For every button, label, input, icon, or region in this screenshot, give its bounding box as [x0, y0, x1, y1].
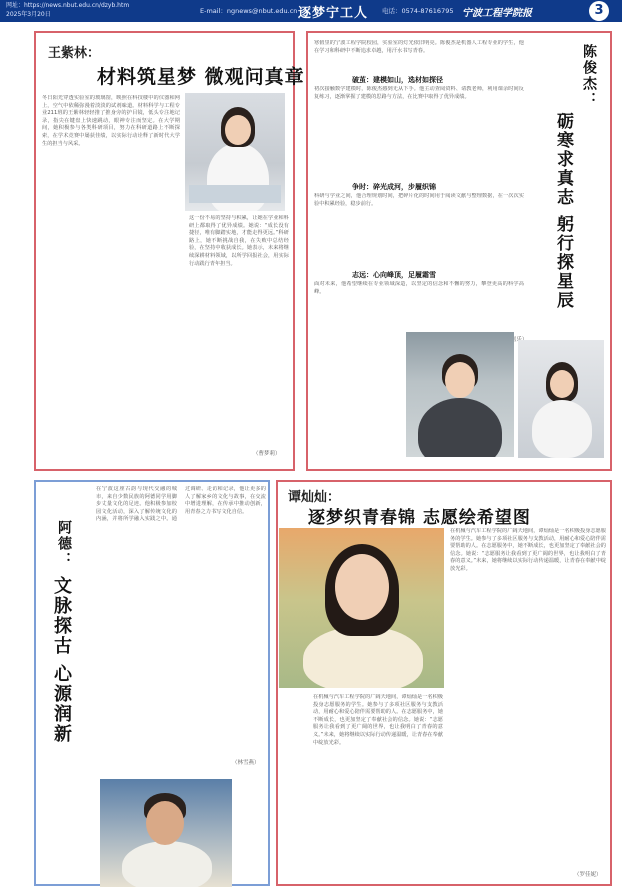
face-shape — [445, 362, 475, 398]
article-body-chen-1: 初次接触数学建模时，陈俊杰感到无从下手。他主动查阅资料、请教老师，利用课余时间反复练习，逐渐掌握了建模的思路与方法，在比赛中取得了优异成绩。 — [314, 86, 524, 100]
article-name-wang: 王紫林： — [48, 46, 101, 61]
article-headline-ade: 文脉探古 心源润新 — [51, 576, 72, 745]
subhead-chen-2: 争时：碎光成河，步履织锦 — [352, 183, 436, 191]
lab-bench-shape — [189, 185, 281, 203]
photo-chen-lab — [518, 340, 604, 458]
page-number: 3 — [589, 1, 609, 21]
photo-ade-portrait — [100, 779, 232, 887]
article-body-wang-right: 这一份不易的坚持与积累，让她在学业和科研上都取得了优异成绩。她说：“成长没有捷径，唯有脚踏实地，才能走得更远。”科研路上，她不断挑战自我，在失败中总结经验，在坚持中收获成长。她表示，未来将继续深耕材料领域，以所学回报社会，用实际行动践行青年担当。 — [189, 215, 289, 267]
article-name-tan: 谭灿灿： — [288, 490, 341, 505]
subhead-chen-1: 破茧：建模如山，选材如探径 — [352, 76, 443, 84]
article-headline-wang: 材料筑星梦 微观问真章 — [97, 66, 305, 88]
article-name-chen: 陈俊杰： — [581, 44, 597, 108]
photo-tan-portrait — [279, 528, 444, 688]
face-shape — [335, 554, 389, 620]
article-body-ade: 在宁波这座古韵与现代交融的城市，来自少数民族的阿德同学用脚步丈量文化的足迹。他积极参加校园文化活动，深入了解传统文化的内涵，并将所学融入实践之中。通过调研、走访和记录，他让更多的人了解家乡的文化与故事，在交流中增进理解，在传承中推动创新，用青春之力书写文化自信。 — [96, 486, 266, 523]
article-body-chen-3: 面对未来，他希望继续在专业领域深造，以坚定的信念和不懈的努力，攀登更高的科学高峰。 — [314, 281, 524, 295]
article-byline-ade: （林雪燕） — [232, 760, 260, 766]
email-text: E-mail：ngnews@nbut.edu.cn — [200, 7, 298, 15]
page-header — [0, 0, 622, 22]
face-shape — [550, 370, 574, 398]
shirt-shape — [122, 841, 212, 887]
lab-coat-shape — [532, 400, 592, 458]
face-shape — [146, 801, 184, 845]
article-intro-chen: 寒假里的宁波工程学院校园，实验室的灯光依旧明亮。陈俊杰是机器人工程专业的学生，他在学习和科研中不断追求卓越，用汗水书写青春。 — [314, 40, 524, 54]
photo-wang-lab — [185, 93, 285, 211]
article-body-wang-left: 冬日阳光穿透实验室的玻璃窗，映照在科技楼中的仪器和网上，空气中依稀弥漫着淡淡的试剂味道。材料科学与工程专业211班的王紫林轻轻推了推身旁的护目镜，低头专注地记录，指尖在键盘上快速跳动，眼神专注而坚定。在大学期间，她积极参与各类科研项目，努力在科研道路上不断探索，在学术竞赛中屡获佳绩，以实际行动诠释了新时代大学生的担当与风采。 — [42, 95, 180, 147]
article-body-chen-2: 科研与学业之间，他合理规划时间，把碎片化的时间用于阅读文献与整理数据，在一次次实验中积累经验，稳步前行。 — [314, 193, 524, 207]
photo-chen-portrait — [406, 332, 514, 457]
date-text: 2025年3月20日 — [6, 11, 51, 18]
section-title: 逐梦宁工人 — [298, 6, 369, 21]
subhead-chen-3: 志远：心向峰顶，足履霜雪 — [352, 271, 436, 279]
article-headline-tan: 逐梦织青春锦 志愿绘希望图 — [308, 508, 531, 528]
article-body-tan-left: 在机械与汽车工程学院的广阔天地间，谭灿灿是一名积极投身志愿服务的学生。她参与了多项社区服务与支教活动，用耐心和爱心陪伴需要帮助的人。在志愿服务中，她不断成长，也更加坚定了奉献社会的信念。她说：“志愿服务让我看到了更广阔的世界，也让我明白了青春的意义。”未来，她将继续以实际行动传递温暖，让青春在奉献中绽放光彩。 — [313, 694, 443, 746]
website-text: 网址：https://news.nbut.edu.cn/dzyb.htm — [6, 2, 130, 9]
phone-text: 电话：0574-87616795 — [382, 7, 454, 15]
shirt-shape — [418, 398, 502, 457]
paper-title: 宁波工程学院报 — [462, 8, 532, 19]
article-headline-chen: 砺寒求真志 躬行探星辰 — [553, 112, 573, 310]
article-body-tan-right: 在机械与汽车工程学院的广阔天地间，谭灿灿是一名积极投身志愿服务的学生。她参与了多项社区服务与支教活动，用耐心和爱心陪伴需要帮助的人。在志愿服务中，她不断成长，也更加坚定了奉献社会的信念。她说：“志愿服务让我看到了更广阔的世界，也让我明白了青春的意义。”未来，她将继续以实际行动传递温暖，让青春在奉献中绽放光彩。 — [450, 528, 606, 572]
article-byline-tan: （罗佳妮） — [574, 872, 602, 878]
header-meta — [6, 1, 129, 19]
article-name-ade: 阿德： — [56, 520, 72, 568]
article-byline-wang: （曹梦莉） — [253, 451, 281, 457]
face-shape — [225, 115, 251, 145]
